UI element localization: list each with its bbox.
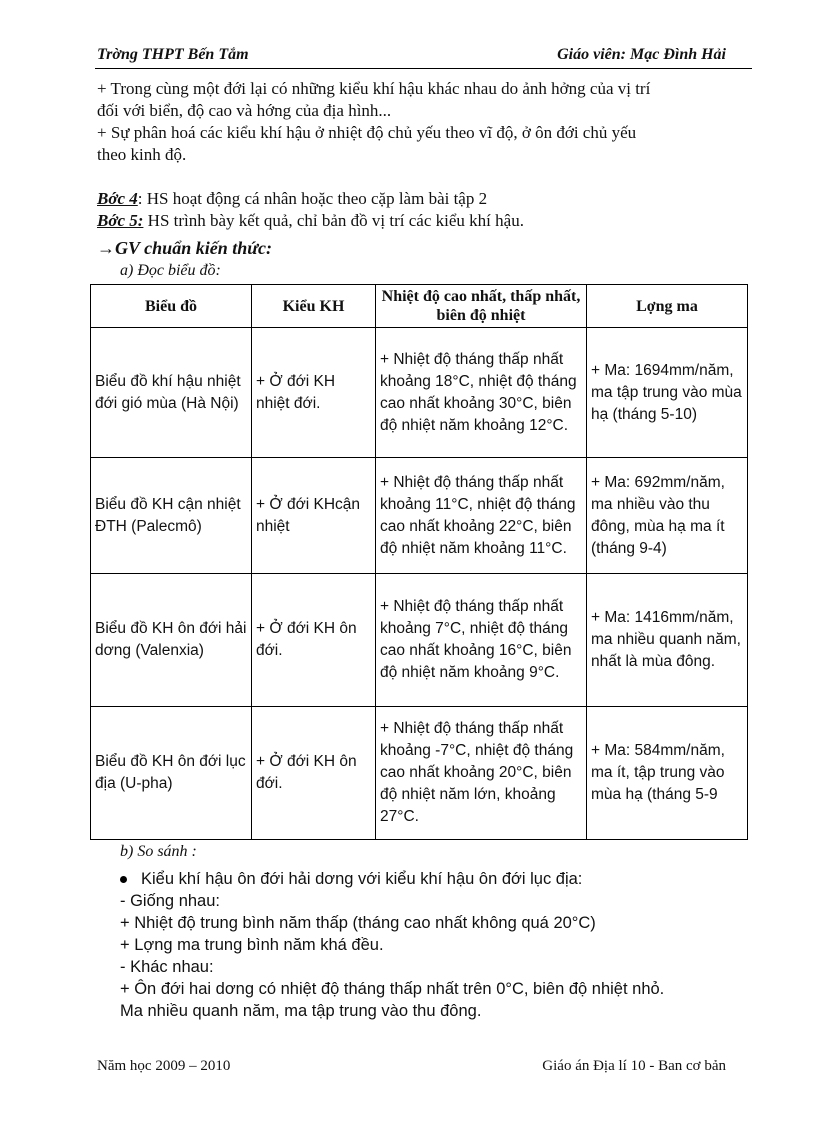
gv-heading: →GV chuẩn kiến thức: <box>97 238 272 258</box>
table-cell: + Ma: 692mm/năm, ma nhiều vào thu đông, mùa hạ ma ít (tháng 9-4) <box>587 458 748 574</box>
climate-table <box>90 284 748 840</box>
section-a-title: a) Đọc biểu đồ: <box>120 262 221 279</box>
col-header-temperature: Nhiệt độ cao nhất, thấp nhất, biên độ nhiệt <box>376 285 587 328</box>
diff-point-1: + Ôn đới hai dơng có nhiệt độ tháng thấp nhất trên 0°C, biên độ nhiệt nhỏ. <box>120 980 665 998</box>
table-cell: + Nhiệt độ tháng thấp nhất khoảng 7°C, nhiệt độ tháng cao nhất khoảng 16°C, biên độ nhiệt năm khoảng 9°C. <box>376 574 587 707</box>
col-header-rainfall: Lợng ma <box>587 285 748 328</box>
col-header-chart: Biểu đồ <box>91 285 252 328</box>
table-cell: + Ma: 1416mm/năm, ma nhiều quanh năm, nhất là mùa đông. <box>587 574 748 707</box>
step-5 <box>97 210 524 232</box>
table-cell: Biểu đồ KH ôn đới lục địa (U-pha) <box>91 707 252 840</box>
step-4 <box>97 188 487 210</box>
table-cell: + Nhiệt độ tháng thấp nhất khoảng -7°C, nhiệt độ tháng cao nhất khoảng 20°C, biên độ nhiệt năm lớn, khoảng 27°C. <box>376 707 587 840</box>
section-b-title: b) So sánh : <box>120 843 197 860</box>
compare-bullet-text: Kiểu khí hậu ôn đới hải dơng với kiểu khí hậu ôn đới lục địa: <box>141 870 583 888</box>
table-row <box>91 574 748 707</box>
header-school: Trờng THPT Bến Tắm <box>97 46 249 63</box>
header-teacher: Giáo viên: Mạc Đình Hải <box>557 46 726 63</box>
same-point-1: + Nhiệt độ trung bình năm thấp (tháng cao nhất không quá 20°C) <box>120 914 596 932</box>
table-cell: + Ở đới KH ôn đới. <box>252 707 376 840</box>
table-cell: Biểu đồ KH ôn đới hải dơng (Valenxia) <box>91 574 252 707</box>
intro-line-4: theo kinh độ. <box>97 145 187 164</box>
table-row <box>91 328 748 458</box>
intro-line-1: + Trong cùng một đới lại có những kiểu khí hậu khác nhau do ảnh hởng của vị trí <box>97 79 651 98</box>
table-row <box>91 458 748 574</box>
step-5-label: Bớc 5: <box>97 211 144 230</box>
step-4-label: Bớc 4 <box>97 189 138 208</box>
footer-year: Năm học 2009 – 2010 <box>97 1058 231 1074</box>
step-5-text: HS trình bày kết quả, chỉ bản đồ vị trí các kiểu khí hậu. <box>143 211 524 230</box>
footer-course: Giáo án Địa lí 10 - Ban cơ bản <box>542 1058 726 1074</box>
compare-bullet <box>120 868 582 890</box>
diff-point-2: Ma nhiều quanh năm, ma tập trung vào thu đông. <box>120 1002 482 1020</box>
same-point-2: + Lợng ma trung bình năm khá đều. <box>120 936 384 954</box>
table-cell: Biểu đồ KH cận nhiệt ĐTH (Palecmô) <box>91 458 252 574</box>
table-cell: + Ma: 1694mm/năm, ma tập trung vào mùa hạ (tháng 5-10) <box>587 328 748 458</box>
same-label: - Giống nhau: <box>120 892 220 910</box>
table-cell: + Ở đới KH ôn đới. <box>252 574 376 707</box>
table-header-row <box>91 285 748 328</box>
intro-line-2: đối với biển, độ cao và hớng của địa hình... <box>97 101 392 120</box>
col-header-climate-type: Kiểu KH <box>252 285 376 328</box>
table-cell: + Nhiệt độ tháng thấp nhất khoảng 11°C, nhiệt độ tháng cao nhất khoảng 22°C, biên độ nhiệt năm khoảng 11°C. <box>376 458 587 574</box>
bullet-dot-icon <box>120 876 127 883</box>
table-cell: + Ở đới KH nhiệt đới. <box>252 328 376 458</box>
table-cell: + Nhiệt độ tháng thấp nhất khoảng 18°C, nhiệt độ tháng cao nhất khoảng 30°C, biên độ nhiệt năm khoảng 12°C. <box>376 328 587 458</box>
table-cell: + Ma: 584mm/năm, ma ít, tập trung vào mùa hạ (tháng 5-9 <box>587 707 748 840</box>
diff-label: - Khác nhau: <box>120 958 214 976</box>
step-4-text: : HS hoạt động cá nhân hoặc theo cặp làm bài tập 2 <box>137 189 488 208</box>
intro-line-3: + Sự phân hoá các kiểu khí hậu ở nhiệt độ chủ yếu theo vĩ độ, ở ôn đới chủ yếu <box>97 123 637 142</box>
table-row <box>91 707 748 840</box>
header-divider <box>95 68 752 69</box>
table-cell: + Ở đới KHcận nhiệt <box>252 458 376 574</box>
table-cell: Biểu đồ khí hậu nhiệt đới gió mùa (Hà Nội) <box>91 328 252 458</box>
